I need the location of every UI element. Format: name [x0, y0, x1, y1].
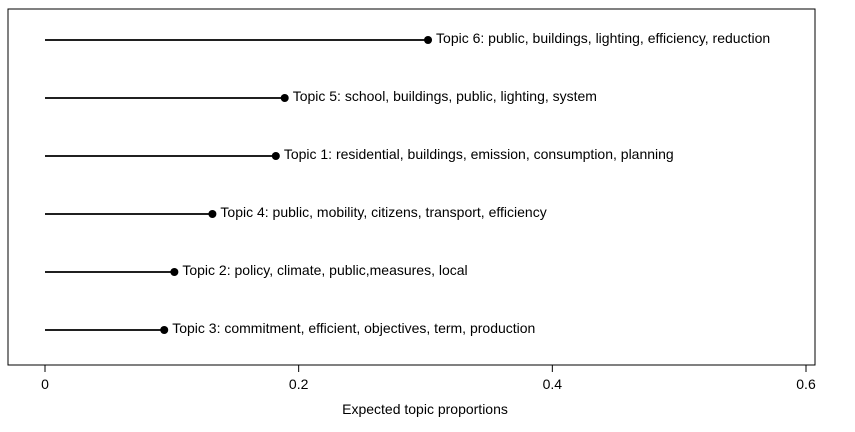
lollipop-point-2 — [272, 152, 280, 160]
topic-label-0: Topic 6: public, buildings, lighting, efficiency, reduction — [436, 30, 771, 46]
x-tick-label-1: 0.2 — [288, 376, 309, 392]
x-tick-label-0: 0 — [41, 376, 49, 392]
lollipop-point-1 — [281, 94, 289, 102]
lollipop-point-5 — [160, 326, 168, 334]
x-tick-label-2: 0.4 — [542, 376, 563, 392]
lollipop-point-4 — [170, 268, 178, 276]
topic-label-4: Topic 2: policy, climate, public,measures, local — [182, 262, 468, 278]
plot-frame — [8, 9, 815, 365]
topic-label-1: Topic 5: school, buildings, public, lighting, system — [292, 88, 597, 104]
lollipop-point-3 — [208, 210, 216, 218]
x-axis-title: Expected topic proportions — [342, 401, 508, 417]
x-axis — [41, 365, 816, 392]
lollipop-point-0 — [424, 36, 432, 44]
x-tick-label-3: 0.6 — [796, 376, 816, 392]
topic-label-2: Topic 1: residential, buildings, emission, consumption, planning — [283, 146, 674, 162]
lollipop-marks — [45, 30, 770, 336]
topic-label-5: Topic 3: commitment, efficient, objectives, term, production — [172, 320, 536, 336]
topic-label-3: Topic 4: public, mobility, citizens, transport, efficiency — [220, 204, 547, 220]
